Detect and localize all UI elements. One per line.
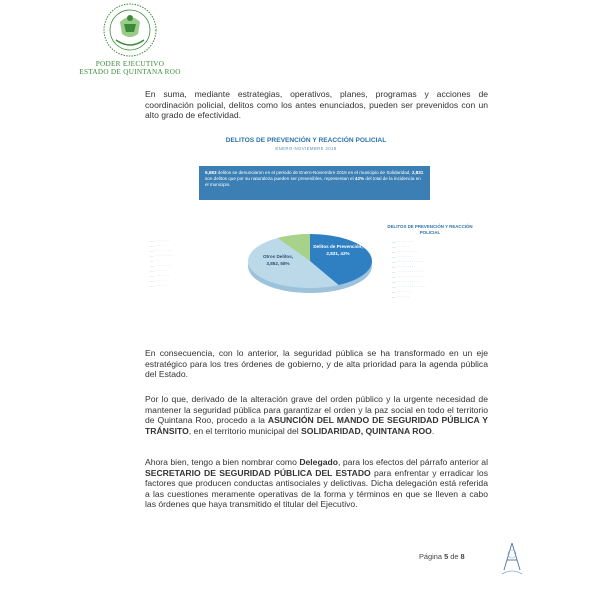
info-text-3: del total de la incidencia en el municipio. bbox=[205, 176, 421, 188]
legend-item: — · · · · · · · bbox=[150, 239, 169, 243]
page-mid: de bbox=[448, 552, 461, 561]
legend-item: — · · · · · · · · bbox=[150, 249, 172, 253]
legend-item: — · · · · · · · · · bbox=[392, 265, 416, 269]
legend-item: — · · · · · · · · · · bbox=[392, 250, 418, 254]
slice-value-prevention: 2,831, 42% bbox=[326, 251, 350, 256]
legend-item: — · · · · · · · · bbox=[150, 264, 172, 268]
legend-item: — · · · · · · · · · · · · · bbox=[392, 275, 425, 279]
right-legend bbox=[392, 240, 487, 300]
page-prefix: Página bbox=[419, 552, 445, 561]
left-legend bbox=[150, 239, 218, 289]
legend-item: — · · · · · · bbox=[392, 295, 409, 299]
legend-item: — · · · · · · · · · · · · bbox=[392, 270, 422, 274]
legend-item: — · · · · · bbox=[150, 244, 165, 248]
legend-item: — · · · · · · bbox=[150, 269, 167, 273]
page-current: 5 bbox=[444, 552, 449, 561]
p3-text-e: . bbox=[431, 425, 435, 436]
info-preventable-count: 2,831 bbox=[411, 170, 424, 175]
legend-item: — · · · · · bbox=[150, 279, 165, 283]
header-line-1: PODER EJECUTIVO bbox=[95, 60, 165, 68]
slice-value-other: 3,852, 58% bbox=[266, 261, 290, 266]
legend-item: — · · · · · · · · · · · · · · bbox=[392, 260, 427, 264]
p4-text-e: para enfrentar y erradicar los factores que producen conductas antisociales y delictivas. Dicha delegación está referida a las cuestiones meramente operativas de la forma y términos en que se lleven a cabo las órdenes que haya transmitido el titular del Ejecutivo. bbox=[145, 467, 488, 510]
pie-chart bbox=[240, 228, 380, 298]
info-text-1: delitos se denunciaron en el periodo de Enero-Noviembre 2018 en el municipio de Solidaridad, bbox=[216, 170, 412, 175]
page-number bbox=[419, 552, 465, 561]
slice-label-other: Otros Delitos, bbox=[262, 254, 294, 259]
legend-item: — · · · · · · · · · · · · · · bbox=[392, 285, 427, 289]
info-text-2: son delitos que por su naturaleza pueden ser prevenibles, representan el bbox=[205, 176, 355, 182]
legend-item: — · · · · bbox=[150, 259, 163, 263]
p3-bold-solidaridad: SOLIDARIDAD, QUINTANA ROO bbox=[301, 425, 432, 436]
p3-text-c: , en el territorio municipal del bbox=[188, 425, 302, 436]
chart-title: DELITOS DE PREVENCIÓN Y REACCIÓN POLICIAL bbox=[225, 137, 387, 144]
p3-bold-mando: ASUNCIÓN DEL MANDO DE SEGURIDAD PÚBLICA Y TRÁNSITO bbox=[145, 415, 488, 436]
header-line-2: ESTADO DE QUINTANA ROO bbox=[79, 68, 181, 76]
p4-text-c: , para los efectos del párrafo anterior al bbox=[338, 457, 488, 467]
legend-item: — · · · · · · · bbox=[150, 274, 169, 278]
chart-info-box bbox=[199, 166, 430, 200]
paragraph-1: En suma, mediante estrategias, operativos, planes, programas y acciones de coordinación policial, delitos como los antes enunciados, pueden ser prevenidos con un alto grado de efectividad. bbox=[145, 89, 488, 121]
p4-bold-secretario: SECRETARIO DE SEGURIDAD PÚBLICA DEL ESTADO bbox=[145, 467, 371, 478]
chart-subtitle: ENERO-NOVIEMBRE 2018 bbox=[275, 146, 337, 151]
slice-label-prevention: Delitos de Prevención, bbox=[313, 244, 363, 249]
p4-bold-delegado: Delegado bbox=[299, 457, 338, 467]
state-seal-icon bbox=[98, 2, 162, 60]
right-legend-title: DELITOS DE PREVENCIÓN Y REACCIÓN POLICIAL bbox=[387, 224, 473, 235]
paragraph-4 bbox=[145, 457, 488, 510]
legend-item: — · · · · · · · bbox=[392, 255, 411, 259]
legend-item: — · · · · · · bbox=[150, 284, 167, 288]
page-total: 8 bbox=[460, 552, 465, 561]
legend-item: — · · · · · · · · · · bbox=[150, 254, 176, 258]
legend-item: — · · · · · · bbox=[392, 245, 409, 249]
legend-item: — · · · · · · · · bbox=[392, 240, 414, 244]
p4-text-a: Ahora bien, tengo a bien nombrar como bbox=[145, 457, 300, 467]
legend-item: — · · · · · · · bbox=[392, 290, 411, 294]
paragraph-3 bbox=[145, 394, 488, 436]
info-total-count: 6,683 bbox=[205, 170, 217, 175]
p3-text-a: Por lo que, derivado de la alteración grave del orden público y la urgente necesidad de mantener la seguridad pública para garantizar el orden y la paz social en todo el territorio de Quintana Roo, procedo a la bbox=[145, 394, 488, 426]
signature-stamp-icon bbox=[498, 540, 526, 580]
paragraph-2: En consecuencia, con lo anterior, la seguridad pública se ha transformado en un eje estratégico para los tres órdenes de gobierno, y de alta prioridad para la agenda pública del Estado. bbox=[145, 348, 488, 380]
legend-item: — · · · · · · · · · · · bbox=[392, 280, 420, 284]
info-percent: 42% bbox=[354, 176, 365, 182]
